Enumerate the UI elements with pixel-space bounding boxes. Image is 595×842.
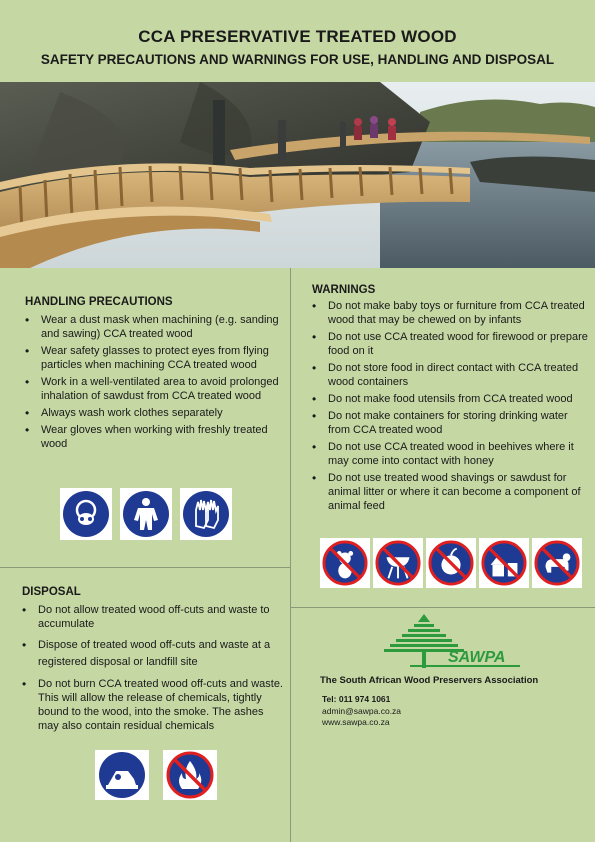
list-item: • Always wash work clothes separately: [23, 406, 285, 420]
sawpa-logo-text: SAWPA: [448, 649, 506, 666]
list-item: • Work in a well-ventilated area to avoid prolonged inhalation of sawdust from CCA treated wood: [23, 375, 285, 403]
disposal-icon: [95, 750, 149, 800]
list-item: • Do not use treated wood shavings or sawdust for animal litter or where it can become a component of animal feed: [310, 471, 588, 513]
no-toys-icon: [320, 538, 370, 588]
header: [0, 0, 595, 80]
gloves-icon: [180, 488, 232, 540]
handling-icons: [60, 488, 232, 540]
disposal-title: DISPOSAL: [22, 586, 81, 598]
association-name: The South African Wood Preservers Association: [320, 675, 539, 686]
column-divider: [290, 268, 291, 842]
handling-list: [23, 313, 285, 454]
warnings-title: WARNINGS: [312, 284, 376, 296]
list-item: • Do not allow treated wood off-cuts and waste to accumulate: [20, 603, 284, 631]
contact-email: admin@sawpa.co.za: [322, 705, 402, 716]
boardwalk-photo-image: [0, 82, 595, 268]
contact-tel: Tel: 011 974 1061: [322, 694, 391, 704]
no-animal-feed-icon: [532, 538, 582, 588]
sawpa-logo: [380, 612, 530, 672]
list-item: • Do not make baby toys or furniture from CCA treated wood that may be chewed on by infants: [310, 299, 588, 327]
list-item: • Wear safety glasses to protect eyes from flying particles when machining CCA treated wood: [23, 344, 285, 372]
list-item: • Do not make containers for storing drinking water from CCA treated wood: [310, 409, 588, 437]
page-subtitle: SAFETY PRECAUTIONS AND WARNINGS FOR USE, HANDLING AND DISPOSAL: [40, 52, 555, 67]
disposal-icons: [95, 750, 217, 800]
list-item: • Dispose of treated wood off-cuts and waste at a registered disposal or landfill site: [20, 637, 284, 671]
no-beehive-icon: [479, 538, 529, 588]
list-item: • Do not make food utensils from CCA treated wood: [310, 392, 588, 406]
list-item: • Do not use CCA treated wood for firewood or prepare food on it: [310, 330, 588, 358]
list-item: • Do not use CCA treated wood in beehives where it may come into contact with honey: [310, 440, 588, 468]
contact-details: [322, 694, 401, 729]
no-burning-icon: [163, 750, 217, 800]
warnings-list: [310, 299, 588, 516]
protective-clothing-icon: [120, 488, 172, 540]
right-section-divider: [290, 607, 595, 608]
boardwalk-photo: [0, 82, 595, 268]
list-item: • Wear gloves when working with freshly treated wood: [23, 423, 285, 451]
page-title: CCA PRESERVATIVE TREATED WOOD: [138, 27, 457, 46]
left-section-divider: [0, 567, 290, 568]
handling-title: HANDLING PRECAUTIONS: [25, 296, 173, 308]
list-item: • Wear a dust mask when machining (e.g. sanding and sawing) CCA treated wood: [23, 313, 285, 341]
warnings-icons: [320, 538, 582, 588]
list-item: • Do not store food in direct contact with CCA treated wood containers: [310, 361, 588, 389]
list-item: • Do not burn CCA treated wood off-cuts and waste. This will allow the release of chemicals, tightly bound to the wood, into the smoke. The ashes may also contain residual chemicals: [20, 677, 284, 733]
contact-website: www.sawpa.co.za: [322, 717, 390, 727]
no-food-icon: [426, 538, 476, 588]
no-barbecue-icon: [373, 538, 423, 588]
disposal-list: [20, 603, 284, 736]
dust-mask-icon: [60, 488, 112, 540]
